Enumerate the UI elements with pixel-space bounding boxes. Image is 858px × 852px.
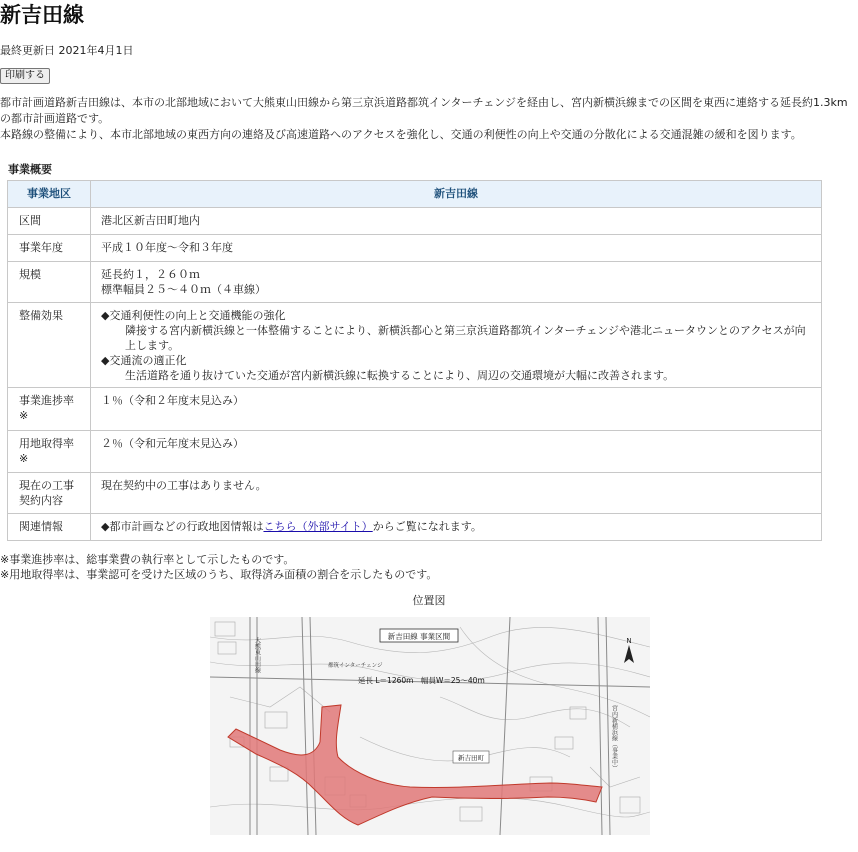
row-value bbox=[91, 262, 822, 303]
table-row bbox=[8, 473, 822, 514]
table-row bbox=[8, 388, 822, 431]
table-row bbox=[8, 262, 822, 303]
land-label: 用地取得率 bbox=[19, 437, 74, 450]
location-map bbox=[210, 617, 650, 835]
map-title-group bbox=[380, 629, 458, 642]
project-overview-table bbox=[7, 180, 822, 541]
contract-label: 現在の工事 bbox=[19, 479, 74, 492]
map-left-road-label: 大熊東山田線 bbox=[253, 637, 261, 673]
footnote: ※用地取得率は、事業認可を受けた区域のうち、取得済み面積の割合を示したものです。 bbox=[0, 568, 438, 581]
row-value: 平成１０年度～令和３年度 bbox=[91, 235, 822, 262]
header-label-cell: 事業地区 bbox=[8, 181, 91, 208]
header-value-cell: 新吉田線 bbox=[91, 181, 822, 208]
note-mark: ※ bbox=[19, 409, 29, 422]
scale-length: 延長約１，２６０ｍ bbox=[101, 268, 200, 281]
footnotes bbox=[0, 552, 437, 582]
map-caption: 位置図 bbox=[412, 594, 446, 607]
page-title: 新吉田線 bbox=[0, 3, 84, 27]
row-value bbox=[91, 303, 822, 388]
note-mark: ※ bbox=[19, 452, 29, 465]
table-row bbox=[8, 514, 822, 541]
map-background bbox=[210, 617, 650, 835]
external-map-link[interactable]: こちら（外部サイト） bbox=[263, 520, 373, 533]
map-interchange-label: 都筑インターチェンジ bbox=[328, 663, 383, 669]
effect-bullet: ◆交通利便性の向上と交通機能の強化 bbox=[101, 309, 286, 322]
related-prefix: ◆都市計画などの行政地図情報は bbox=[101, 520, 264, 533]
row-label: 整備効果 bbox=[8, 303, 91, 388]
table-row bbox=[8, 208, 822, 235]
north-label: N bbox=[626, 637, 632, 645]
table-row bbox=[8, 431, 822, 473]
table-row bbox=[8, 303, 822, 388]
intro-paragraph: 本路線の整備により、本市北部地域の東西方向の連絡及び高速道路へのアクセスを強化し、交通の利便性の向上や交通の分散化による交通混雑の緩和を図ります。 bbox=[0, 128, 802, 141]
row-value bbox=[91, 514, 822, 541]
map-district-group bbox=[453, 751, 489, 763]
map-dimension-label: 延長 L＝1260m 幅員W＝25～40m bbox=[358, 676, 485, 685]
row-label: 区間 bbox=[8, 208, 91, 235]
row-value: ２％（令和元年度末見込み） bbox=[91, 431, 822, 473]
scale-width: 標準幅員２５～４０ｍ（４車線） bbox=[101, 283, 266, 296]
effect-bullet: ◆交通流の適正化 bbox=[101, 354, 187, 367]
table-header-row bbox=[8, 181, 822, 208]
row-label bbox=[8, 473, 91, 514]
map-right-road-label: 宮内新横浜線（事業中） bbox=[610, 705, 618, 771]
footnote: ※事業進捗率は、総事業費の執行率として示したものです。 bbox=[0, 553, 295, 566]
row-value: 現在契約中の工事はありません。 bbox=[91, 473, 822, 514]
map-title: 新吉田線 事業区間 bbox=[387, 632, 451, 641]
row-label: 関連情報 bbox=[8, 514, 91, 541]
intro-paragraph: 都市計画道路新吉田線は、本市の北部地域において大熊東山田線から第三京浜道路都筑インターチェンジを経由し、宮内新横浜線までの区間を東西に連絡する延長約1.3kmの都市計画道路です。 bbox=[0, 96, 848, 125]
row-label bbox=[8, 388, 91, 431]
last-updated-date: 最終更新日 2021年4月1日 bbox=[0, 44, 134, 57]
row-value: 港北区新吉田町地内 bbox=[91, 208, 822, 235]
intro-text bbox=[0, 95, 856, 143]
row-value: １％（令和２年度末見込み） bbox=[91, 388, 822, 431]
related-suffix: からご覧になれます。 bbox=[372, 520, 482, 533]
effect-detail: 隣接する宮内新横浜線と一体整備することにより、新横浜都心と第三京浜道路都筑インターチェンジや港北ニュータウンとのアクセスが向上します。 bbox=[125, 324, 806, 352]
print-button[interactable]: 印刷する bbox=[0, 68, 50, 84]
row-label: 事業年度 bbox=[8, 235, 91, 262]
table-row bbox=[8, 235, 822, 262]
row-label bbox=[8, 431, 91, 473]
progress-label: 事業進捗率 bbox=[19, 394, 74, 407]
effect-detail: 生活道路を通り抜けていた交通が宮内新横浜線に転換することにより、周辺の交通環境が大幅に改善されます。 bbox=[125, 369, 675, 382]
map-district-label: 新吉田町 bbox=[458, 754, 484, 762]
row-label: 規模 bbox=[8, 262, 91, 303]
overview-heading: 事業概要 bbox=[8, 163, 52, 176]
contract-label: 契約内容 bbox=[19, 494, 63, 507]
